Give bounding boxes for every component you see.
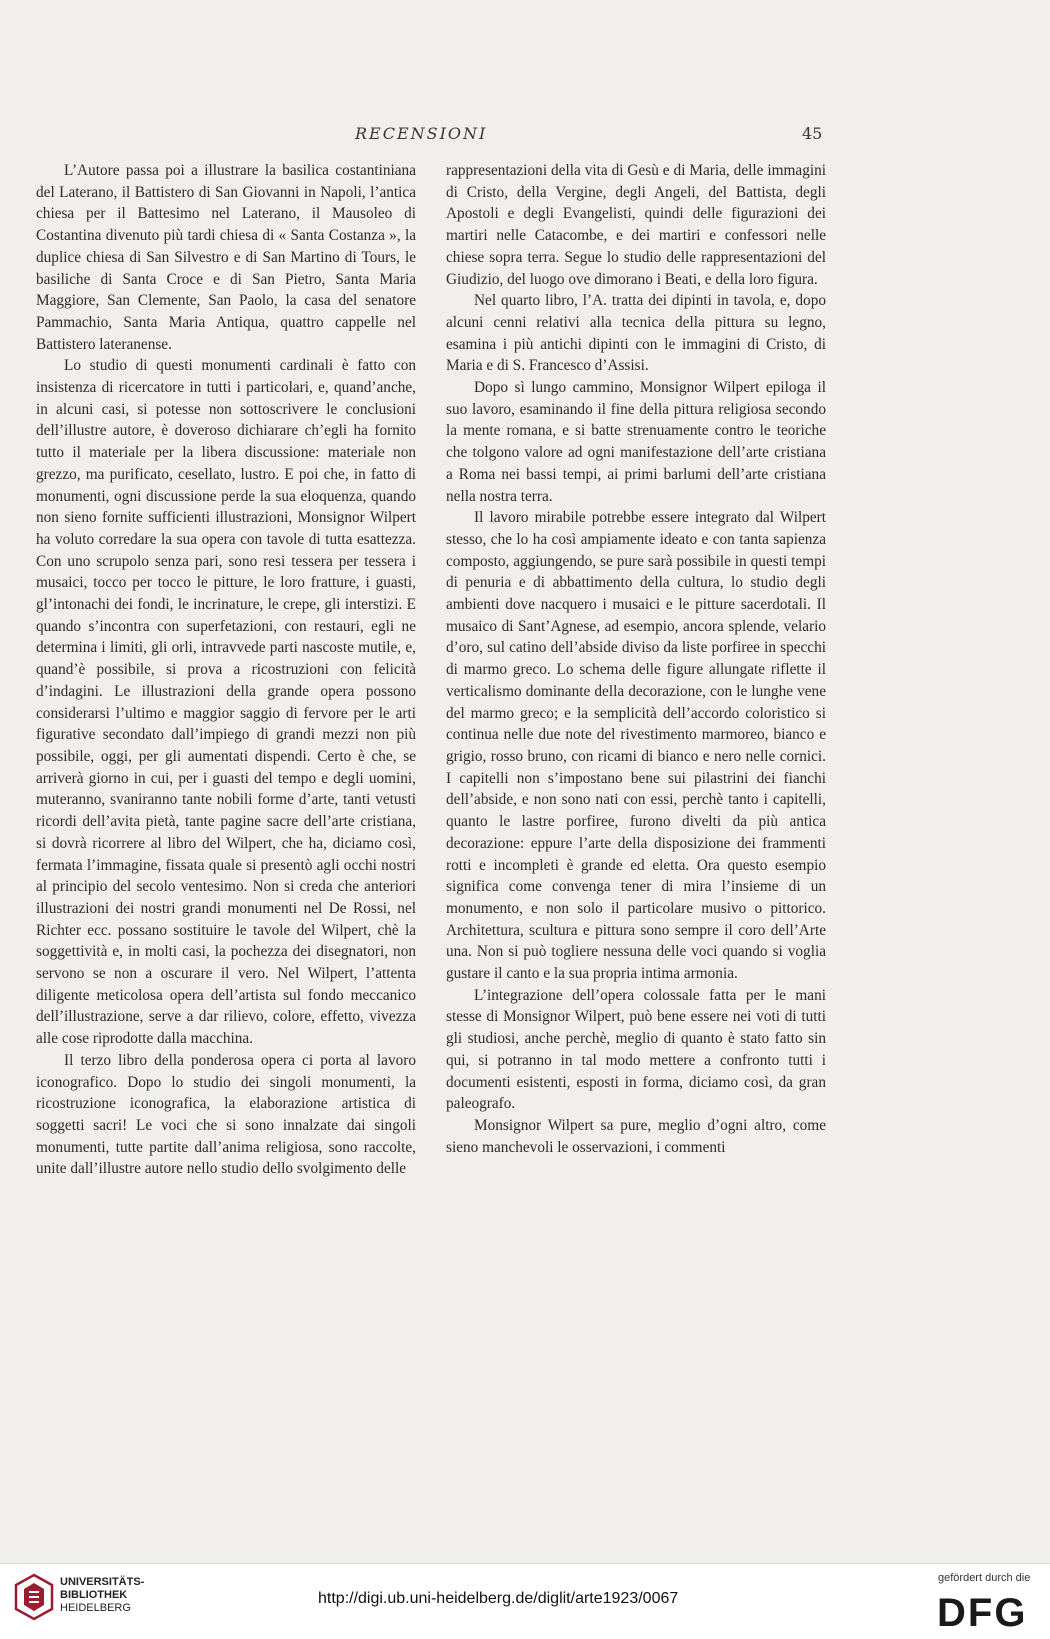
svg-text:DFG: DFG (937, 1591, 1028, 1630)
right-column (446, 160, 826, 1158)
paragraph: L’Autore passa poi a illustrare la basilica costantiniana del Laterano, il Battistero di San Giovanni in Napoli, l’antica chiesa per il Battesimo nel Laterano, il Mausoleo di Costantina divenuto più tardi chiesa di « Santa Costanza », la duplice chiesa di San Silvestro e di San Martino di Tours, le basiliche di Santa Croce e di San Pietro, Santa Maria Maggiore, San Clemente, San Paolo, la casa del senatore Pammachio, Santa Maria Antiqua, quattro cappelle nel Battistero lateranense. (36, 162, 416, 353)
library-city: HEIDELBERG (60, 1602, 131, 1614)
paragraph: Dopo sì lungo cammino, Monsignor Wilpert epiloga il suo lavoro, esaminando il fine della pittura religiosa secondo la mente romana, e si batte strenuamente contro le teoriche che tolgono valore ad ogni manifestazione dell’arte cristiana a Roma nei bassi tempi, ai primi barlumi dell’arte cristiana nella nostra terra. (446, 379, 826, 505)
library-name-line2: BIBLIOTHEK (60, 1589, 128, 1601)
funding-caption: gefördert durch die (938, 1572, 1031, 1584)
paragraph: Il terzo libro della ponderosa opera ci porta al lavoro iconografico. Dopo lo studio dei singoli monumenti, la ricostruzione iconografica, la elaborazione artistica di soggetti sacri! Le voci che si sono innalzate dai singoli monumenti, tutte partite dall’anima religiosa, sono raccolte, unite dall’illustre autore nello studio dello svolgimento delle (36, 1051, 416, 1178)
left-column (36, 160, 416, 1180)
university-library-logo-icon (12, 1572, 56, 1622)
permalink-url[interactable]: http://digi.ub.uni-heidelberg.de/diglit/arte1923/0067 (318, 1590, 679, 1607)
paragraph: Nel quarto libro, l’A. tratta dei dipinti in tavola, e, dopo alcuni cenni relativi alla tecnica della pittura su legno, esamina i più antichi dipinti con le immagini di Cristo, di Maria e di S. Francesco d’Assisi. (446, 292, 826, 375)
paragraph: Monsignor Wilpert sa pure, meglio d’ogni altro, come sieno manchevoli le osservazioni, i commenti (446, 1116, 826, 1156)
running-head (0, 124, 1050, 148)
library-name (60, 1576, 144, 1615)
paragraph: Lo studio di questi monumenti cardinali è fatto con insistenza di ricercatore in tutti i particolari, e, quand’anche, in alcuni casi, si potesse non sottoscrivere le conclusioni dell’illustre autore, è doveroso dichiarare ch’egli ha fornito tutto il materiale per la libera discussione: materiale non grezzo, ma purificato, cesellato, lustro. E poi che, in fatto di monumenti, ogni discussione perde la sua eloquenza, quando non sieno fornite sufficienti illustrazioni, Monsignor Wilpert ha voluto corredare la sua opera con tavole di tutta esattezza. Con uno scrupolo senza pari, sono resi tessera per tessera i musaici, tocco per tocco le pitture, le loro fratture, i guasti, gl’intonachi dei fondi, le incrinature, le crepe, gli interstizi. E quando s’incontra con superfetazioni, con restauri, egli ne determina i limiti, gli orli, intravvede parti nascoste mutile, e, quand’è possibile, si prova a ricostruzioni con felicità d’indagini. Le illustrazioni della grande opera possono considerarsi l’ultimo e maggior saggio di fervore per le arti figurative secondato dall’impiego di grandi mezzi non più possibile, oggi, per gli aumentati dispendi. Certo è che, se arriverà giorno in cui, per i guasti del tempo e degli uomini, muteranno, svaniranno tante nobili forme d’arte, tanti vetusti ricordi dell’avita pietà, tante pagine sacre dell’arte cristiana, si dovrà ricorrere al libro del Wilpert, che ha, diciamo così, fermata l’immagine, fissata quale si presentò agli occhi nostri al principio del secolo ventesimo. Non si creda che anteriori illustrazioni dei nostri grandi monumenti nel De Rossi, nel Richter ecc. possano sostituire le tavole del Wilpert, chè la soggettività e, in molti casi, la pochezza dei disegnatori, non servono se non a oscurare il vero. Nel Wilpert, l’attenta diligente meticolosa opera dell’artista sul fondo meccanico dell’illustrazione, serve a dar rilievo, colore, effetto, vivezza alle cose riprodotte dalla macchina. (36, 357, 416, 1048)
viewer-footer (0, 1563, 1050, 1639)
paragraph: Il lavoro mirabile potrebbe essere integrato dal Wilpert stesso, che lo ha così ampiamente ideato e con tanta sapienza composto, aggiungendo, se pure sarà possibile in questi tempi di penuria e di abbattimento della cultura, lo studio degli ambienti dove nacquero i musaici e le pitture sacerdotali. Il musaico di Sant’Agnese, ad esempio, ancora splende, velario d’oro, sul catino dell’abside diviso da liste porfiree in specchi di marmo greco. Lo schema delle figure allungate riflette il verticalismo dominante della decorazione, con le lunghe vene del marmo greco; e la semplicità dell’accordo coloristico si continua nelle due note del rivestimento marmoreo, bianco e grigio, rosso bruno, con ricami di bianco e nero nelle cornici. I capitelli non s’impostano bene sui pilastrini dei fianchi dell’abside, e non sono nati con essi, perchè tanto i capitelli, quanto le lastre porfiree, furono divelti da più antica decorazione: eppure l’arte della disposizione dei frammenti rotti e incompleti è grande ed eletta. Ora questo esempio significa come convenga tener di mira l’insieme di un monumento, e non solo il particolare musivo o pittorico. Architettura, scultura e pittura sono sempre il coro dell’Arte una. Non si può togliere nessuna delle voci quando si voglia gustare il canto e la sua propria intima armonia. (446, 509, 826, 983)
dfg-logo-icon (935, 1590, 1039, 1630)
library-name-line1: UNIVERSITÄTS- (60, 1576, 145, 1588)
page-number: 45 (802, 124, 823, 143)
running-title: RECENSIONI (355, 124, 488, 143)
paragraph: rappresentazioni della vita di Gesù e di Maria, delle immagini di Cristo, della Vergine, degli Angeli, del Battista, degli Apostoli e degli Evangelisti, quindi delle figurazioni dei martiri nelle Catacombe, e dei martiri e confessori nelle chiese sopra terra. Segue lo studio delle rappresentazioni del Giudizio, del luogo ove dimorano i Beati, e della loro figura. (446, 162, 826, 288)
paragraph: L’integrazione dell’opera colossale fatta per le mani stesse di Monsignor Wilpert, può bene essere nei voti di tutti gli studiosi, anche perchè, meglio di quanto è stato fatto sin qui, si potranno in tal modo mettere a confronto tutti i documenti esistenti, esposti in forma, diciamo così, da gran paleografo. (446, 986, 826, 1113)
